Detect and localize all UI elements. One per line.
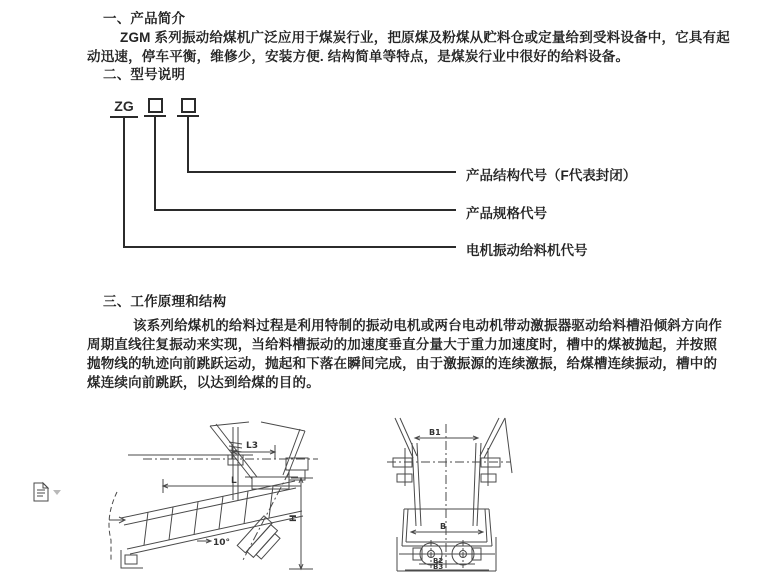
blank-square-icon bbox=[181, 98, 196, 113]
section1-line1: ZGM 系列振动给煤机广泛应用于煤炭行业，把原煤及粉煤从贮料仓或定量给到受料设备中，它具有起 bbox=[120, 30, 730, 45]
section1-line2: 动迅速，停车平衡，维修少，安装方便. 结构简单等特点，是煤炭行业中很好的给料设备。 bbox=[87, 49, 630, 64]
dim-b2-label: B2 bbox=[433, 557, 444, 565]
section3-line3: 抛物线的轨迹向前跳跃运动，抛起和下落在瞬间完成，由于激振源的连续激振，给煤槽连续振动，槽中的 bbox=[87, 356, 718, 371]
label-structure-code: 产品结构代号（F代表封闭） bbox=[466, 168, 637, 183]
document-icon bbox=[33, 482, 49, 502]
dim-l-label: L bbox=[231, 476, 237, 486]
section1-heading: 一、产品简介 bbox=[103, 11, 186, 26]
dim-b3-label: B3 bbox=[433, 563, 444, 571]
section3-line1: 该系列给煤机的给料过程是利用特制的振动电机或两台电动机带动激振器驱动给料槽沿倾斜方向作 bbox=[133, 318, 723, 333]
model-code-connector-lines bbox=[110, 116, 460, 256]
section3-line4: 煤连续向前跳跃，以达到给煤的目的。 bbox=[87, 375, 320, 390]
section2-heading: 二、型号说明 bbox=[103, 67, 186, 82]
dropdown-caret-icon[interactable] bbox=[53, 490, 61, 495]
end-view-drawing bbox=[385, 418, 515, 576]
blank-square-icon bbox=[148, 98, 163, 113]
dim-h-label: H bbox=[289, 514, 299, 522]
model-code-blank-2 bbox=[177, 98, 199, 117]
section3-line2: 周期直线往复振动来实现，当给料槽振动的加速度垂直分量大于重力加速度时，槽中的煤被抛起，并按照 bbox=[87, 337, 718, 352]
model-code-blank-1 bbox=[144, 98, 166, 117]
model-code-prefix: ZG bbox=[110, 98, 138, 118]
dim-b-label: B bbox=[440, 522, 447, 531]
dim-l3-label: L3 bbox=[246, 441, 258, 451]
label-machine-code: 电机振动给料机代号 bbox=[466, 243, 588, 258]
page-anchor-widget[interactable] bbox=[33, 480, 69, 504]
label-spec-code: 产品规格代号 bbox=[466, 206, 547, 221]
dim-angle-label: 10° bbox=[213, 538, 231, 548]
side-view-drawing bbox=[103, 422, 325, 574]
dim-b1-label: B1 bbox=[429, 428, 441, 437]
section3-heading: 三、工作原理和结构 bbox=[103, 294, 227, 309]
